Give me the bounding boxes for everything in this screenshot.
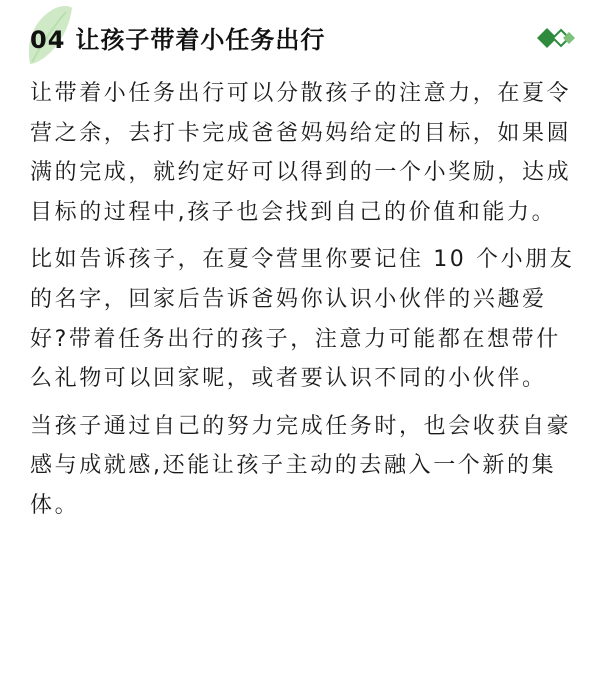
diamond-pair-icon [536,27,580,49]
paragraph-1: 让带着小任务出行可以分散孩子的注意力，在夏令营之余，去打卡完成爸爸妈妈给定的目标，如果圆满的完成，就约定好可以得到的一个小奖励，达成目标的过程中,孩子也会找到自己的价值和能力。 [30,81,572,225]
section-header [0,0,600,72]
section-heading [30,24,325,56]
paragraph-2: 比如告诉孩子，在夏令营里你要记住 10 个小朋友的名字，回家后告诉爸妈你认识小伙伴的兴趣爱好?带着任务出行的孩子，注意力可能都在想带什么礼物可以回家呢，或者要认识不同的小伙伴。 [30,247,575,392]
article-body [30,74,575,526]
section-number: 04 [30,26,66,54]
section-title: 让孩子带着小任务出行 [75,26,326,54]
paragraph-3: 当孩子通过自己的努力完成任务时，也会收获自豪感与成就感,还能让孩子主动的去融入一个新的集体。 [30,413,572,518]
